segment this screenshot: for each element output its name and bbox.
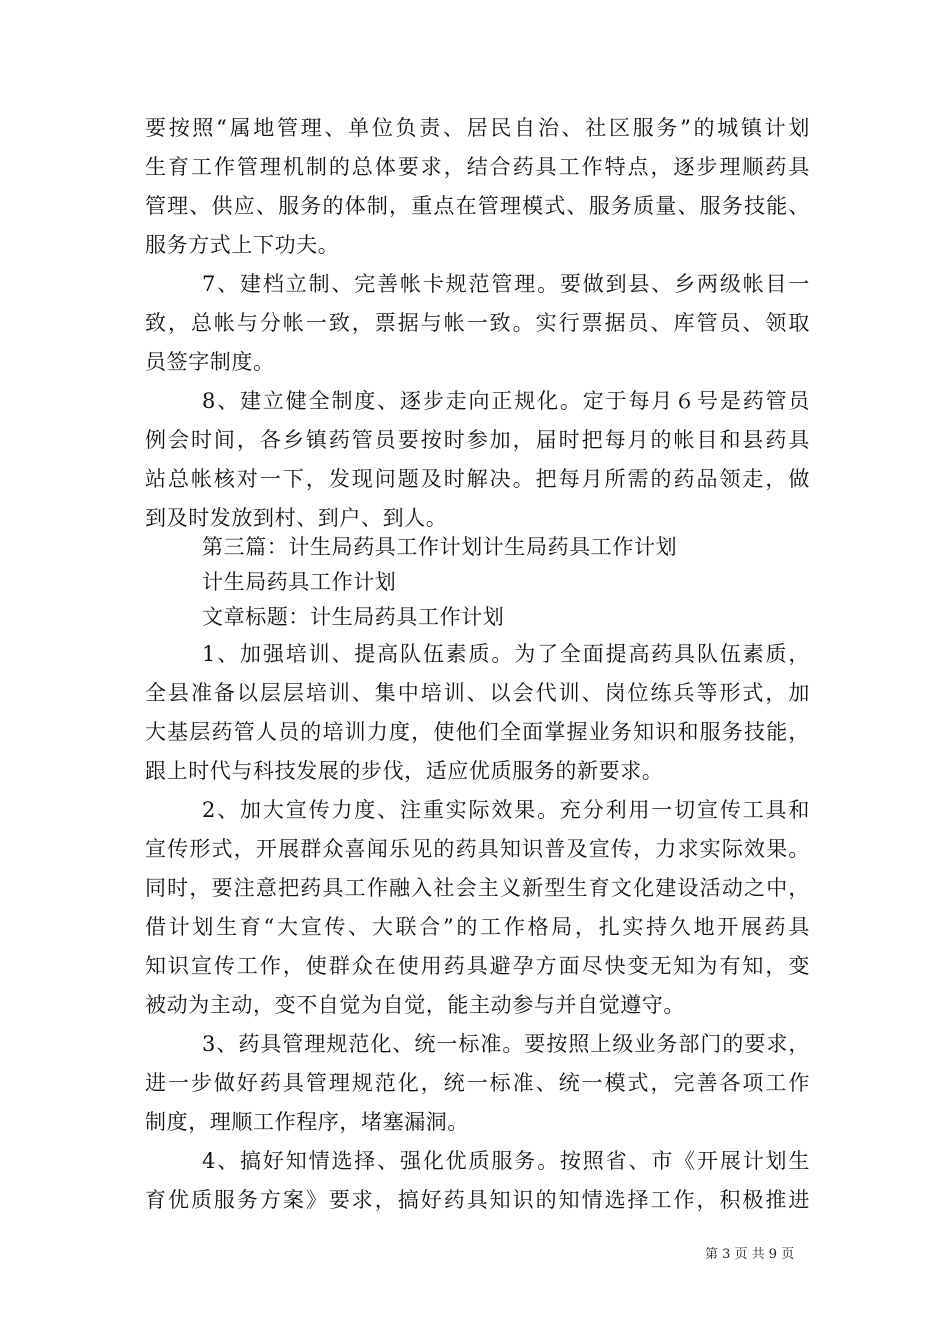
section-heading: 第三篇：计生局药具工作计划计生局药具工作计划 [202, 535, 678, 559]
text-line: 例会时间，各乡镇药管员要按时参加，届时把每月的帐目和县药具 [145, 428, 810, 452]
text-line: 致，总帐与分帐一致，票据与帐一致。实行票据员、库管员、领取 [145, 311, 810, 335]
text-line: 3、药具管理规范化、统一标准。要按照上级业务部门的要求， [202, 1032, 810, 1056]
section-title: 计生局药具工作计划 [202, 570, 397, 594]
text-line: 借计划生育“大宣传、大联合”的工作格局，扎实持久地开展药具 [145, 915, 810, 939]
text-line: 7、建档立制、完善帐卡规范管理。要做到县、乡两级帐目一 [202, 272, 810, 296]
text-line: 制度，理顺工作程序，堵塞漏洞。 [145, 1110, 469, 1134]
text-line: 被动为主动，变不自觉为自觉，能主动参与并自觉遵守。 [145, 993, 685, 1017]
text-line: 4、搞好知情选择、强化优质服务。按照省、市《开展计划生 [202, 1149, 810, 1173]
text-line: 2、加大宣传力度、注重实际效果。充分利用一切宣传工具和 [202, 798, 810, 822]
text-line: 8、建立健全制度、逐步走向正规化。定于每月６号是药管员 [202, 389, 810, 413]
text-line: 1、加强培训、提高队伍素质。为了全面提高药具队伍素质， [202, 642, 810, 666]
text-line: 站总帐核对一下，发现问题及时解决。把每月所需的药品领走，做 [145, 467, 810, 491]
page-number: 第 3 页 共 9 页 [705, 1247, 795, 1262]
text-line: 跟上时代与科技发展的步伐，适应优质服务的新要求。 [145, 759, 664, 783]
text-line: 员签字制度。 [145, 350, 275, 374]
text-line: 生育工作管理机制的总体要求，结合药具工作特点，逐步理顺药具 [145, 155, 810, 179]
text-line: 进一步做好药具管理规范化，统一标准、统一模式，完善各项工作 [145, 1071, 810, 1095]
text-line: 服务方式上下功夫。 [145, 233, 340, 257]
text-line: 全县准备以层层培训、集中培训、以会代训、岗位练兵等形式，加 [145, 681, 810, 705]
text-line: 要按照“属地管理、单位负责、居民自治、社区服务”的城镇计划 [145, 116, 810, 140]
text-line: 宣传形式，开展群众喜闻乐见的药具知识普及宣传，力求实际效果。 [145, 837, 810, 861]
text-line: 同时，要注意把药具工作融入社会主义新型生育文化建设活动之中， [145, 876, 810, 900]
text-line: 大基层药管人员的培训力度，使他们全面掌握业务知识和服务技能， [145, 720, 810, 744]
text-line: 到及时发放到村、到户、到人。 [145, 506, 448, 530]
text-line: 知识宣传工作，使群众在使用药具避孕方面尽快变无知为有知，变 [145, 954, 810, 978]
text-line: 育优质服务方案》要求，搞好药具知识的知情选择工作，积极推进 [145, 1188, 810, 1212]
text-line: 管理、供应、服务的体制，重点在管理模式、服务质量、服务技能、 [145, 194, 810, 218]
article-title: 文章标题：计生局药具工作计划 [202, 605, 505, 629]
